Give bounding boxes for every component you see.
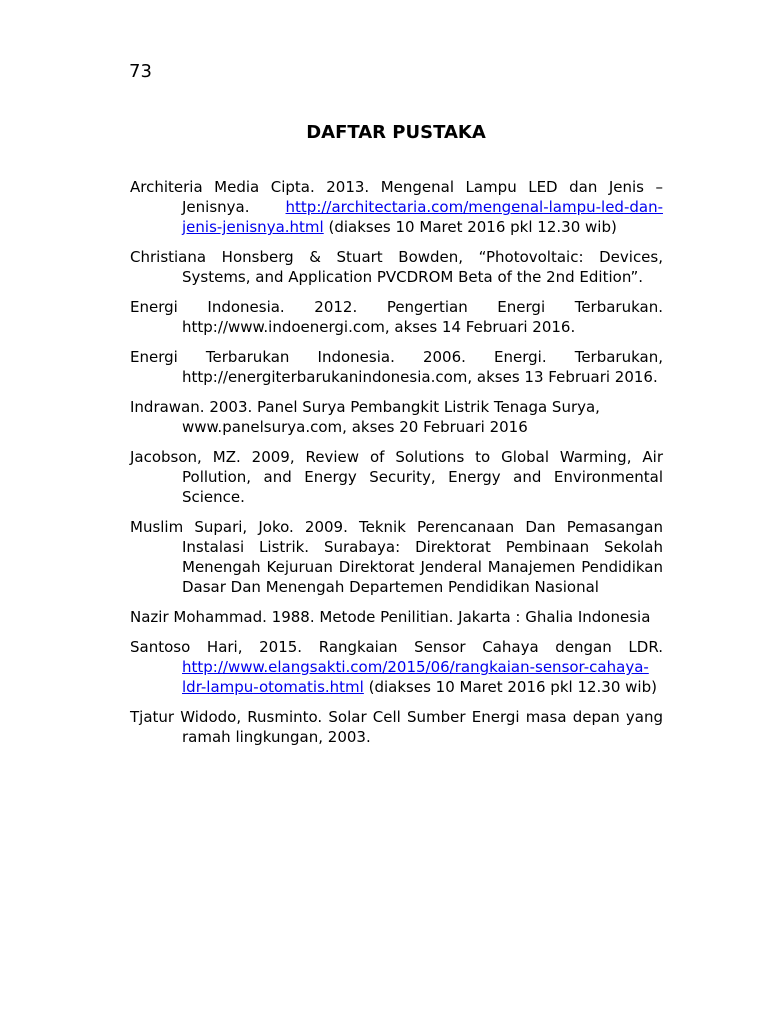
reference-text: Indrawan. 2003. Panel Surya Pembangkit Listrik Tenaga Surya, xyxy=(130,398,600,416)
reference-text: Architeria Media Cipta. 2013. Mengenal Lampu LED dan Jenis – Jenisnya. xyxy=(130,178,663,216)
reference-text: Jacobson, MZ. 2009, Review of Solutions to Global Warming, Air Pollution, and Energy Security, Energy and Environmental Science. xyxy=(130,448,663,506)
reference-link[interactable]: http://architectaria.com/mengenal-lampu-led-dan-jenis-jenisnya.html xyxy=(182,198,663,236)
reference-link[interactable]: http://www.elangsakti.com/2015/06/rangkaian-sensor-cahaya-ldr-lampu-otomatis.html xyxy=(182,658,649,696)
reference-list xyxy=(130,177,663,757)
reference-text: (diakses 10 Maret 2016 pkl 12.30 wib) xyxy=(363,678,657,696)
reference-text: www.panelsurya.com, akses 20 Februari 2016 xyxy=(182,418,528,436)
reference-text: Energi Terbarukan Indonesia. 2006. Energi. Terbarukan, http://energiterbarukanindonesia.com, akses 13 Februari 2016. xyxy=(130,348,663,386)
reference-item xyxy=(130,637,663,697)
reference-item xyxy=(130,297,663,337)
reference-item xyxy=(130,447,663,507)
reference-text: Energi Indonesia. 2012. Pengertian Energi Terbarukan. http://www.indoenergi.com, akses 14 Februari 2016. xyxy=(130,298,663,336)
reference-text: Tjatur Widodo, Rusminto. Solar Cell Sumber Energi masa depan yang ramah lingkungan, 2003. xyxy=(130,708,663,746)
reference-text: Christiana Honsberg & Stuart Bowden, “Photovoltaic: Devices, Systems, and Application PVCDROM Beta of the 2nd Edition”. xyxy=(130,248,663,286)
page-title: DAFTAR PUSTAKA xyxy=(306,122,486,143)
page-number: 73 xyxy=(129,61,152,82)
reference-item xyxy=(130,347,663,387)
reference-item xyxy=(130,517,663,597)
reference-text: Nazir Mohammad. 1988. Metode Penilitian. Jakarta : Ghalia Indonesia xyxy=(130,608,651,626)
reference-item xyxy=(130,397,663,437)
reference-text: Muslim Supari, Joko. 2009. Teknik Perencanaan Dan Pemasangan Instalasi Listrik. Surabaya: Direktorat Pembinaan Sekolah Menengah Kejuruan Direktorat Jenderal Manajemen Pendidikan Dasar Dan Menengah Departemen Pendidikan Nasional xyxy=(130,518,663,596)
reference-item xyxy=(130,247,663,287)
reference-item xyxy=(130,707,663,747)
reference-text: Santoso Hari, 2015. Rangkaian Sensor Cahaya dengan LDR. xyxy=(130,638,663,656)
reference-item xyxy=(130,177,663,237)
reference-item xyxy=(130,607,663,627)
reference-text: (diakses 10 Maret 2016 pkl 12.30 wib) xyxy=(323,218,617,236)
